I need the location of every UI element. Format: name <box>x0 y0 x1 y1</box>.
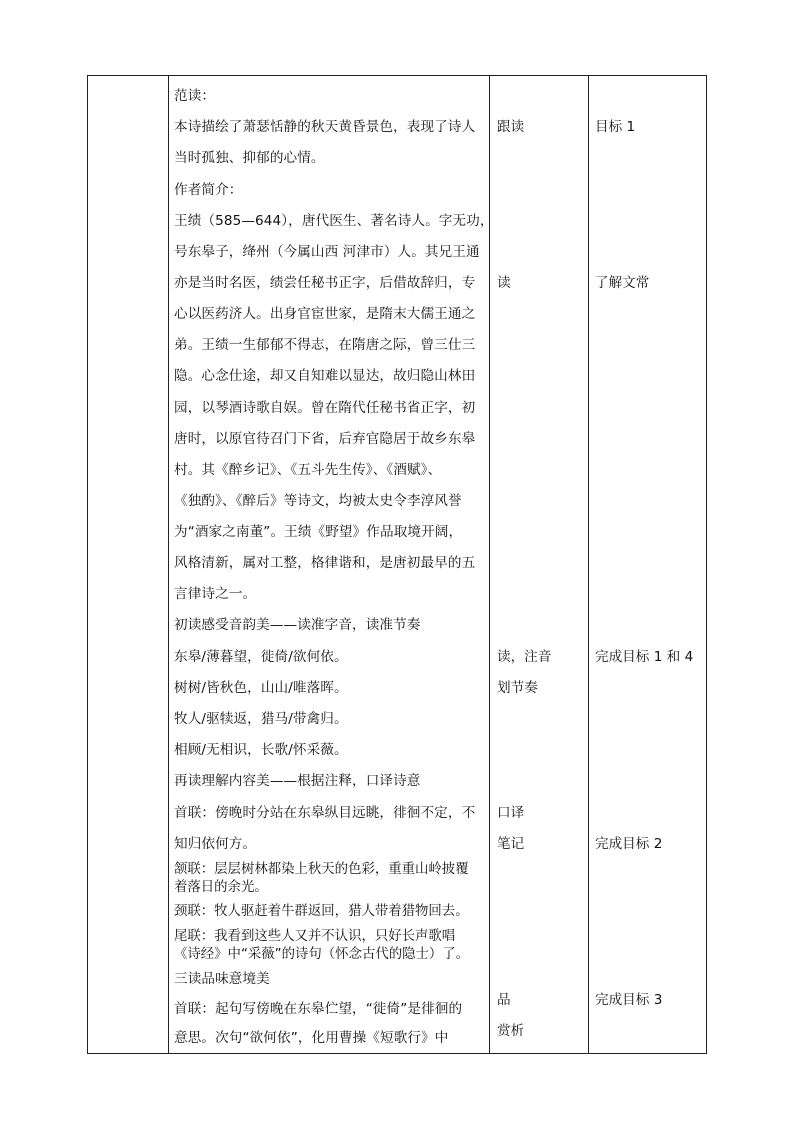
section-heading: 再读理解内容美——根据注释，口译诗意 <box>174 773 421 789</box>
activity-cell: 赏析 <box>497 1023 525 1039</box>
content-line: 亦是当时名医，绩尝任秘书正字，后借故辞归，专 <box>174 275 476 291</box>
content-line: 作者简介： <box>174 182 243 198</box>
content-line: 《独酌》、《醉后》等诗文，均被太史令李淳风誉 <box>174 493 462 509</box>
goal-cell: 了解文常 <box>595 275 650 291</box>
activity-cell: 读 <box>497 275 511 291</box>
content-line: 言律诗之一。 <box>174 586 257 602</box>
content-line: 颔联：层层树林都染上秋天的色彩，重重山岭披覆 <box>174 862 469 877</box>
content-line: 首联：起句写傍晚在东皋伫望，“徙倚”是徘徊的 <box>174 1001 463 1017</box>
goal-cell: 完成目标 2 <box>595 836 663 852</box>
content-line: 心以医药济人。出身官宦世家，是隋末大儒王通之 <box>174 306 476 322</box>
content-line: 意思。次句“欲何依”，化用曹操《短歌行》中 <box>174 1030 449 1046</box>
content-line: 弟。王绩一生郁郁不得志，在隋唐之际，曾三仕三 <box>174 337 476 353</box>
content-line: 本诗描绘了萧瑟恬静的秋天黄昏景色，表现了诗人 <box>174 119 476 135</box>
content-line: 着落日的余光。 <box>174 880 268 895</box>
content-line: 知归依何方。 <box>174 836 257 852</box>
content-line: 范读： <box>174 88 216 104</box>
column-divider <box>168 76 169 1053</box>
activity-cell: 笔记 <box>497 836 525 852</box>
poem-line: 树树/皆秋色，山山/唯落晖。 <box>174 680 348 696</box>
goal-cell: 完成目标 3 <box>595 992 663 1008</box>
content-line: 当时孤独、抑郁的心情。 <box>174 150 325 166</box>
lesson-table <box>87 75 707 1054</box>
poem-line: 东皋/薄暮望，徙倚/欲何依。 <box>174 649 348 665</box>
goal-cell: 完成目标 1 和 4 <box>595 649 694 665</box>
content-line: 为“酒家之南董”。王绩《野望》作品取境开阔， <box>174 524 463 540</box>
activity-cell: 口译 <box>497 805 525 821</box>
section-heading: 三读品味意境美 <box>174 971 270 987</box>
content-line: 隐。心念仕途，却又自知难以显达，故归隐山林田 <box>174 368 476 384</box>
section-heading: 初读感受音韵美——读准字音，读准节奏 <box>174 617 421 633</box>
activity-cell: 品 <box>497 992 511 1008</box>
content-line: 风格清新，属对工整，格律谐和，是唐初最早的五 <box>174 555 476 571</box>
activity-cell: 跟读 <box>497 119 525 135</box>
content-line: 首联：傍晚时分站在东皋纵目远眺，徘徊不定，不 <box>174 805 476 821</box>
content-line: 号东皋子，绛州（今属山西 河津市）人。其兄王通 <box>174 244 480 260</box>
content-line: 《诗经》中“采薇”的诗句（怀念古代的隐士）了。 <box>174 947 470 962</box>
activity-cell: 划节奏 <box>497 680 538 696</box>
content-line: 园，以琴酒诗歌自娱。曾在隋代任秘书省正字，初 <box>174 400 476 416</box>
content-line: 颈联：牧人驱赶着牛群返回，猎人带着猎物回去。 <box>174 904 469 919</box>
activity-cell: 读，注音 <box>497 649 552 665</box>
content-line: 唐时，以原官待召门下省，后弃官隐居于故乡东皋 <box>174 431 476 447</box>
content-line: 村。其《醉乡记》、《五斗先生传》、《酒赋》、 <box>174 462 442 478</box>
goal-cell: 目标 1 <box>595 119 636 135</box>
content-line: 尾联：我看到这些人又并不认识，只好长声歌唱 <box>174 929 456 944</box>
poem-line: 相顾/无相识，长歌/怀采薇。 <box>174 742 348 758</box>
poem-line: 牧人/驱犊返，猎马/带禽归。 <box>174 711 348 727</box>
content-line: 王绩（585—644），唐代医生、著名诗人。字无功， <box>174 213 494 229</box>
column-divider <box>588 76 589 1053</box>
